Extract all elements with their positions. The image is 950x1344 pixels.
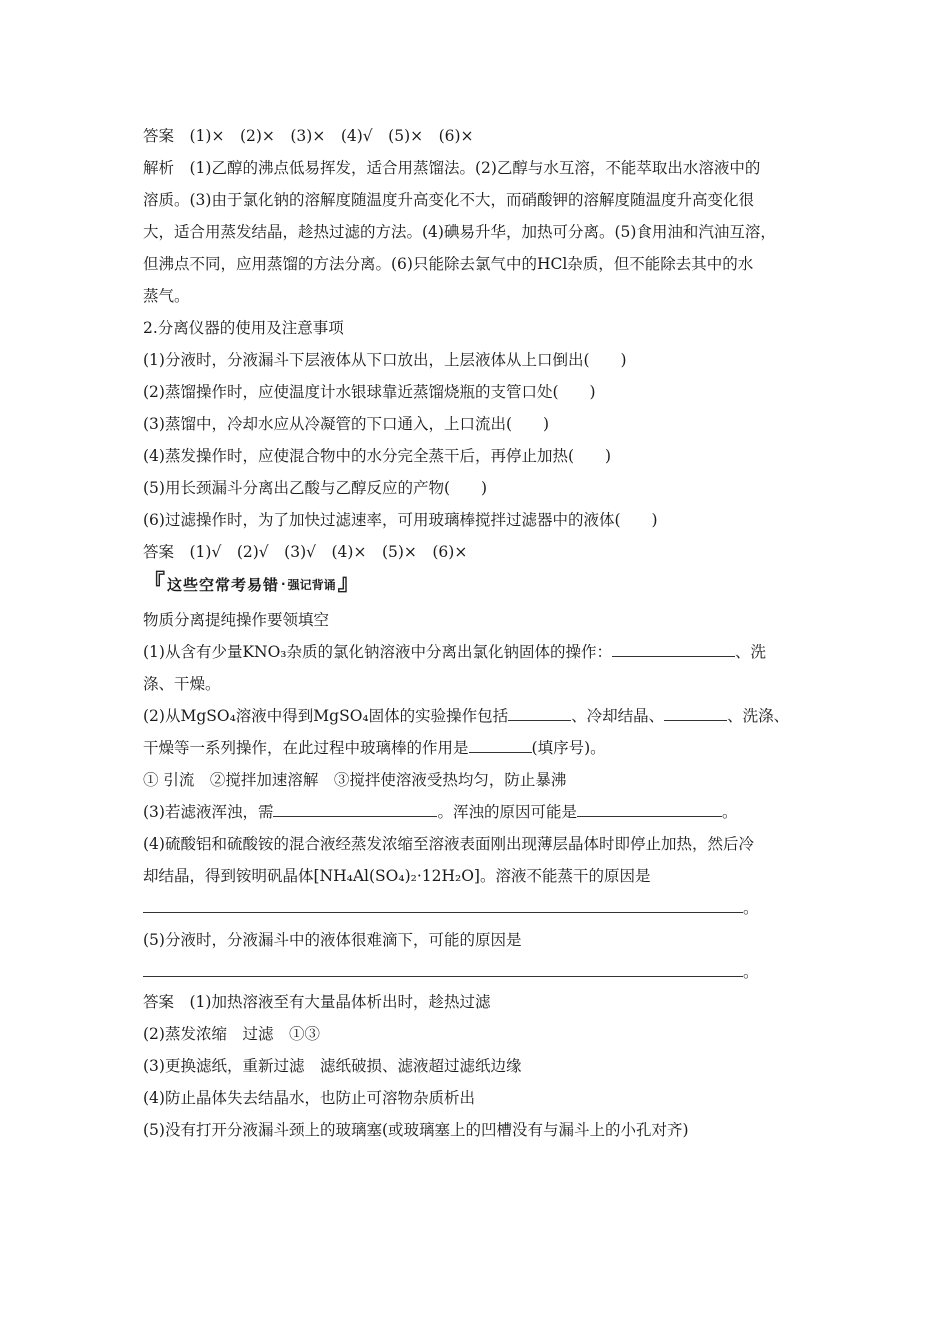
answer-line-1: 答案 (1)× (2)× (3)× (4)√ (5)× (6)× xyxy=(143,127,474,145)
banner-title: 这些空常考易错 xyxy=(167,575,280,594)
section-banner xyxy=(143,571,360,597)
q2-text-2-tail: (填序号)。 xyxy=(531,739,606,757)
exercise-q5-line2 xyxy=(143,962,759,982)
answer-key-2: (2)蒸发浓缩 过滤 ①③ xyxy=(143,1025,320,1043)
q5-end: 。 xyxy=(743,963,759,981)
section-heading-2: 2.分离仪器的使用及注意事项 xyxy=(143,319,344,337)
q1-text-tail: 、洗 xyxy=(735,643,767,661)
blank-q2-1[interactable] xyxy=(508,706,571,721)
q1-text: (1)从含有少量KNO₃杂质的氯化钠溶液中分离出氯化钠固体的操作： xyxy=(143,643,613,661)
banner-subtitle: 强记背诵 xyxy=(287,577,336,592)
blank-q5[interactable] xyxy=(143,962,743,977)
blank-q2-2[interactable] xyxy=(664,706,727,721)
question-item-1: (1)分液时，分液漏斗下层液体从下口放出，上层液体从上口倒出( ) xyxy=(143,351,627,369)
exercise-q4-line3 xyxy=(143,898,759,918)
question-item-6: (6)过滤操作时，为了加快过滤速率，可用玻璃棒搅拌过滤器中的液体( ) xyxy=(143,511,658,529)
q3-text-tail: 。 xyxy=(721,803,738,821)
analysis-line-3: 大，适合用蒸发结晶，趁热过滤的方法。(4)碘易升华，加热可分离。(5)食用油和汽油互溶， xyxy=(143,223,776,241)
q2-text-mid: 、冷却结晶、 xyxy=(571,707,665,725)
answer-key-3: (3)更换滤纸，重新过滤 滤纸破损、滤液超过滤纸边缘 xyxy=(143,1057,522,1075)
exercise-q4-line1: (4)硫酸铝和硫酸铵的混合液经蒸发浓缩至溶液表面刚出现薄层晶体时即停止加热，然后冷 xyxy=(143,835,754,853)
exercise-q2-line1 xyxy=(143,706,789,726)
q2-text-tail: 、洗涤、 xyxy=(727,707,790,725)
q2-text: (2)从MgSO₄溶液中得到MgSO₄固体的实验操作包括 xyxy=(143,707,509,725)
answer-key-4: (4)防止晶体失去结晶水，也防止可溶物杂质析出 xyxy=(143,1089,475,1107)
left-bracket-icon: 『 xyxy=(143,571,166,596)
exercise-q1-line1 xyxy=(143,642,766,662)
right-bracket-icon: 』 xyxy=(337,571,360,596)
analysis-line-2: 溶质。(3)由于氯化钠的溶解度随温度升高变化不大，而硝酸钾的溶解度随温度升高变化很 xyxy=(143,191,754,209)
question-item-5: (5)用长颈漏斗分离出乙酸与乙醇反应的产物( ) xyxy=(143,479,488,497)
exercise-q1-line2: 涤、干燥。 xyxy=(143,675,221,693)
question-item-4: (4)蒸发操作时，应使混合物中的水分完全蒸干后，再停止加热( ) xyxy=(143,447,612,465)
exercise-q3 xyxy=(143,802,738,822)
banner-dot: · xyxy=(281,577,286,591)
answer-key-5: (5)没有打开分液漏斗颈上的玻璃塞(或玻璃塞上的凹槽没有与漏斗上的小孔对齐) xyxy=(143,1121,689,1139)
answer-line-2: 答案 (1)√ (2)√ (3)√ (4)× (5)× (6)× xyxy=(143,543,468,561)
analysis-line-1: 解析 (1)乙醇的沸点低易挥发，适合用蒸馏法。(2)乙醇与水互溶，不能萃取出水溶液中的 xyxy=(143,159,761,177)
q4-end: 。 xyxy=(743,899,759,917)
exercise-q2-line2 xyxy=(143,738,606,758)
q2-text-2: 干燥等一系列操作，在此过程中玻璃棒的作用是 xyxy=(143,739,469,757)
analysis-line-5: 蒸气。 xyxy=(143,287,190,305)
q3-text-mid: 。浑浊的原因可能是 xyxy=(437,803,577,821)
blank-q2-3[interactable] xyxy=(469,738,532,753)
exercise-q5-line1: (5)分液时，分液漏斗中的液体很难滴下，可能的原因是 xyxy=(143,931,522,949)
exercise-title: 物质分离提纯操作要领填空 xyxy=(143,611,330,629)
question-item-2: (2)蒸馏操作时，应使温度计水银球靠近蒸馏烧瓶的支管口处( ) xyxy=(143,383,596,401)
exercise-q2-options: ① 引流 ②搅拌加速溶解 ③搅拌使溶液受热均匀，防止暴沸 xyxy=(143,771,567,789)
analysis-line-4: 但沸点不同，应用蒸馏的方法分离。(6)只能除去氯气中的HCl杂质，但不能除去其中的水 xyxy=(143,255,754,273)
answer-key-1: 答案 (1)加热溶液至有大量晶体析出时，趁热过滤 xyxy=(143,993,491,1011)
question-item-3: (3)蒸馏中，冷却水应从冷凝管的下口通入，上口流出( ) xyxy=(143,415,550,433)
blank-q3-1[interactable] xyxy=(273,802,437,817)
blank-q3-2[interactable] xyxy=(577,802,722,817)
exercise-q4-line2: 却结晶，得到铵明矾晶体[NH₄Al(SO₄)₂·12H₂O]。溶液不能蒸干的原因是 xyxy=(143,867,651,885)
blank-q4[interactable] xyxy=(143,898,743,913)
blank-q1[interactable] xyxy=(612,642,735,657)
q3-text: (3)若滤液浑浊，需 xyxy=(143,803,274,821)
